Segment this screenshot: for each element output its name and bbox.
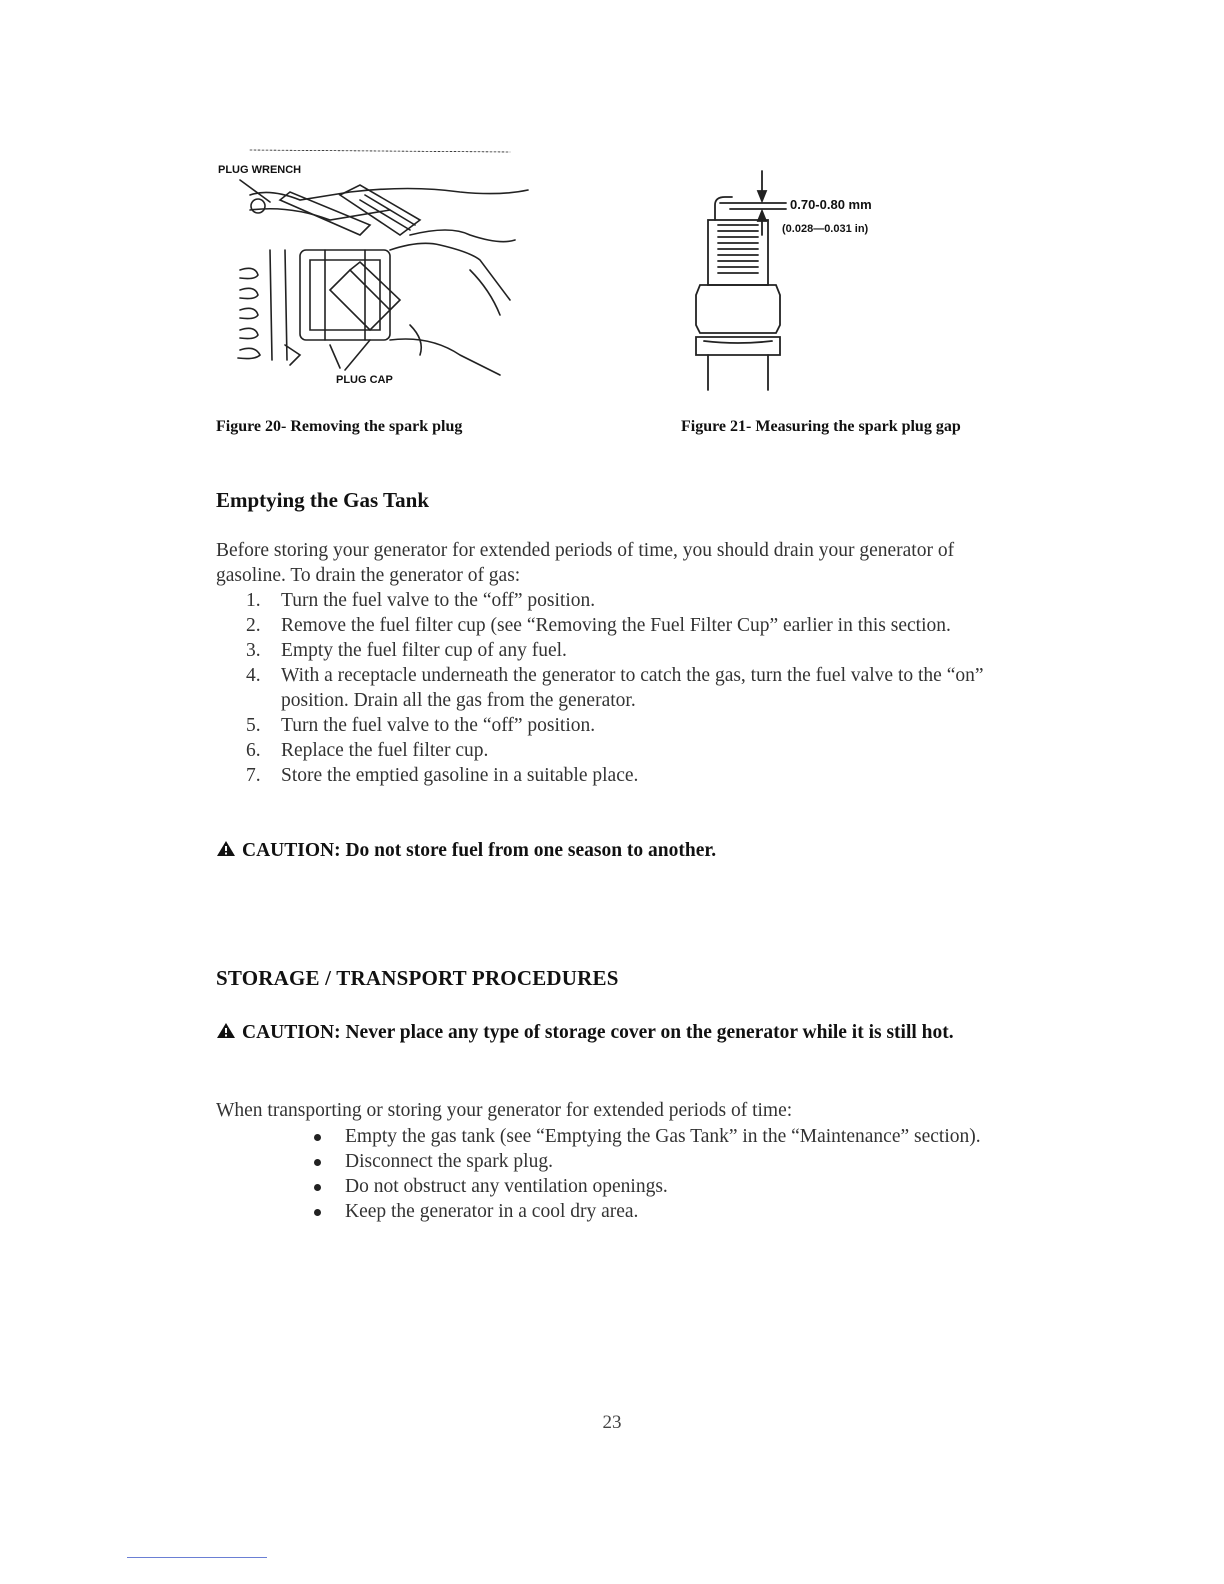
figure-21-caption: Figure 21- Measuring the spark plug gap [681,418,961,435]
caution-text: CAUTION: Do not store fuel from one season to another. [242,840,717,861]
step-number: 4. [246,665,261,686]
bullet-icon [314,1159,321,1166]
list-item [246,738,1006,763]
emptying-gas-tank-heading: Emptying the Gas Tank [216,488,429,512]
transport-intro-paragraph: When transporting or storing your generator for extended periods of time: [216,1100,793,1121]
step-text: Replace the fuel filter cup. [281,740,489,761]
spark-plug-removal-illustration [210,140,540,400]
list-item [310,1174,990,1199]
step-text: Empty the fuel filter cup of any fuel. [281,640,567,661]
bullet-text: Disconnect the spark plug. [345,1151,553,1172]
gap-mm-label: 0.70-0.80 mm [790,197,872,212]
caution-text: CAUTION: Never place any type of storage cover on the generator while it is still hot. [242,1022,954,1043]
step-number: 7. [246,765,261,786]
caution-storage-cover [216,1020,976,1045]
list-item [310,1124,990,1149]
storage-transport-heading: STORAGE / TRANSPORT PROCEDURES [216,966,619,990]
step-number: 6. [246,740,261,761]
step-text: With a receptacle underneath the generator to catch the gas, turn the fuel valve to the “on” position. Drain all the gas from the generator. [281,665,984,711]
list-item [246,613,1006,638]
list-item [246,588,1006,613]
plug-wrench-label: PLUG WRENCH [218,164,302,176]
list-item [310,1199,990,1224]
step-text: Turn the fuel valve to the “off” position. [281,715,596,736]
gap-in-label: (0.028—0.031 in) [782,223,869,235]
list-item [246,713,1006,738]
step-number: 2. [246,615,261,636]
step-number: 3. [246,640,261,661]
bullet-icon [314,1184,321,1191]
emptying-intro-paragraph: Before storing your generator for extended periods of time, you should drain your generator of gasoline. To drain the generator of gas: [216,540,955,586]
figure-20-caption: Figure 20- Removing the spark plug [216,418,463,435]
figure-spark-plug-gap [670,165,930,395]
warning-triangle-icon [216,1022,236,1039]
list-item [246,763,1006,788]
storage-bullet-list [310,1124,990,1224]
warning-triangle-icon [216,840,236,857]
bullet-icon [314,1134,321,1141]
bullet-text: Do not obstruct any ventilation openings. [345,1176,668,1197]
bullet-text: Keep the generator in a cool dry area. [345,1201,639,1222]
emptying-steps-list [246,588,1006,788]
plug-cap-label: PLUG CAP [336,374,393,386]
bullet-icon [314,1209,321,1216]
list-item [246,638,1006,663]
list-item [310,1149,990,1174]
step-text: Turn the fuel valve to the “off” position. [281,590,596,611]
step-text: Store the emptied gasoline in a suitable place. [281,765,639,786]
step-number: 5. [246,715,261,736]
page-number: 23 [602,1412,622,1433]
step-number: 1. [246,590,261,611]
bullet-text: Empty the gas tank (see “Emptying the Gas Tank” in the “Maintenance” section). [345,1126,981,1147]
list-item [246,663,1006,713]
step-text: Remove the fuel filter cup (see “Removing the Fuel Filter Cup” earlier in this section. [281,615,951,636]
figure-removing-spark-plug [210,140,540,400]
footer-rule [127,1557,267,1558]
caution-fuel-storage [216,838,996,863]
